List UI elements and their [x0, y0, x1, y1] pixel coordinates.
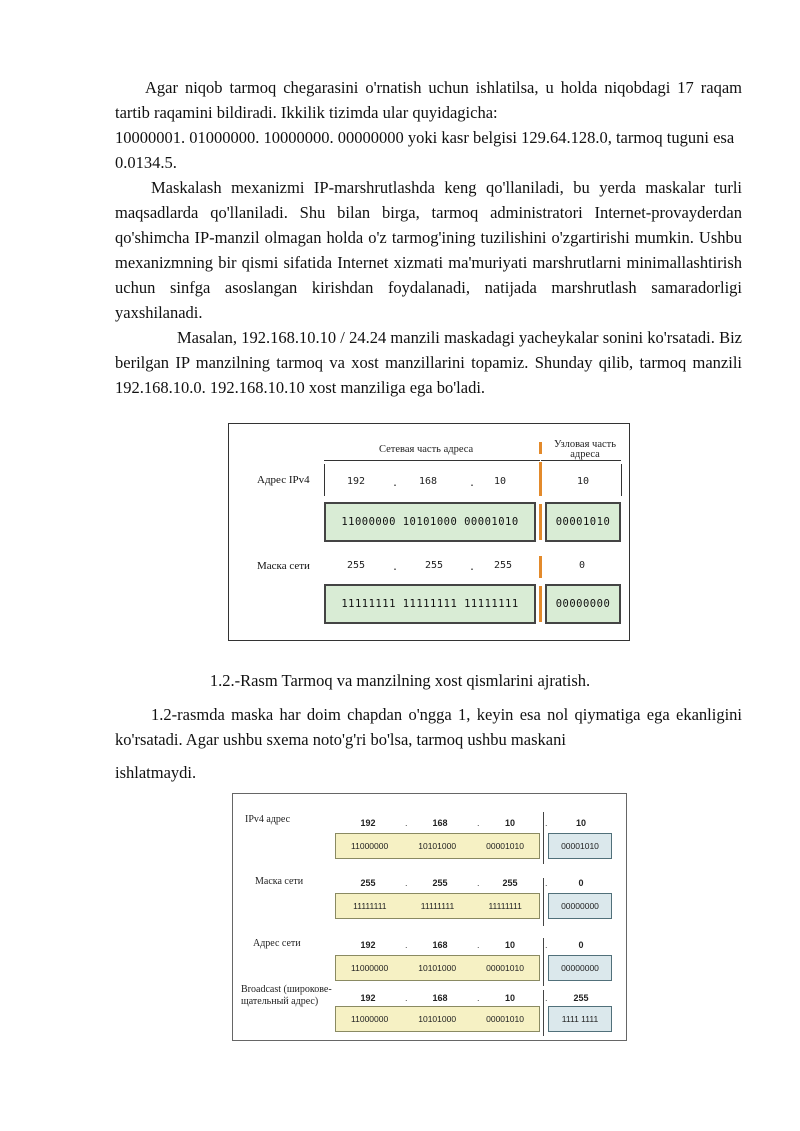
paragraph-5-text: 1.2-rasmda maska har doim chapdan o'ngga 1, keyin esa nol qiymatiga ega ekanligini ko'rsatadi. Agar ushbu sxema noto'g'ri bo'lsa, tarmoq ushbu maskani [115, 705, 742, 749]
row3-dot-1: . [405, 940, 408, 950]
ip-octet-4: 10 [577, 476, 590, 487]
paragraph-3 [115, 175, 742, 325]
paragraph-4-text: Masalan, 192.168.10.10 / 24.24 manzili maskadagi yacheykalar sonini ko'rsatadi. Biz berilgan IP manzilning tarmoq va xost manzillarini topamiz. Shunday qilib, tarmoq manzili 192.168.10.0. 192.168.10.10 xost manziliga ega bo'ladi. [115, 328, 742, 397]
row1-bin-3: 00001010 [486, 841, 524, 851]
row4-octet-4: 255 [573, 993, 589, 1003]
paragraph-3-text: Maskalash mexanizmi IP-marshrutlashda keng qo'llaniladi, bu yerda maskalar turli maqsadlarda qo'llaniladi. Shu bilan birga, tarmoq administratori Internet-provayderdan qo'shimcha IP-manzil olmagan holda o'z tarmog'ining tuzilishini o'zgartirishi mumkin. Ushbu mexanizmning bir qismi sifatida Internet xizmati ma'muriyati marshrutlarni minimallashtirish uchun sinfga asoslangan kirishdan foydalanadi, natijada marshrutlash samaradorligi yaxshilanadi. [115, 178, 742, 322]
ipv4-label: Адрес IPv4 [257, 474, 310, 486]
host-header-line1: Узловая часть [553, 439, 617, 450]
row1-octet-1: 192 [360, 818, 376, 828]
paragraph-6-text: ishlatmaydi. [115, 763, 197, 782]
host-header-line [541, 460, 621, 461]
separator-row-3 [543, 938, 544, 986]
row2-host-binary: 00000000 [548, 893, 612, 919]
row1-dot-2: . [477, 818, 480, 828]
paragraph-2 [115, 125, 742, 175]
row3-bin-3: 00001010 [486, 963, 524, 973]
row-label-broadcast: Broadcast (широкове-щательный адрес) [241, 984, 332, 1007]
mask-octet-2: 255 [425, 560, 444, 571]
row1-octet-4: 10 [575, 818, 586, 828]
paragraph-5 [115, 702, 742, 752]
row1-bin-1: 11000000 [351, 841, 389, 851]
ipv4-bracket-right [621, 464, 622, 496]
mask-octet-1: 255 [347, 560, 366, 571]
paragraph-1-text: Agar niqob tarmoq chegarasini o'rnatish uchun ishlatilsa, u holda niqobdagi 17 raqam tartib raqamini bildiradi. Ikkilik tizimda ular quyidagicha: [115, 78, 742, 122]
row1-octet-3: 10 [504, 818, 515, 828]
row2-octet-1: 255 [360, 878, 376, 888]
row3-octet-4: 0 [578, 940, 584, 950]
ip-dot-1: . [392, 478, 399, 489]
ip-octet-1: 192 [347, 476, 366, 487]
paragraph-6 [115, 760, 742, 785]
divider-mark-1 [539, 442, 542, 454]
host-header-line2: адреса [570, 449, 600, 460]
row4-octet-1: 192 [360, 993, 376, 1003]
paragraph-2-text: 10000001. 01000000. 10000000. 00000000 yoki kasr belgisi 129.64.128.0, tarmoq tuguni esa 0.0134.5. [115, 128, 735, 172]
row4-host-binary: 1111 1111 [548, 1006, 612, 1032]
mask-dot-2: . [469, 562, 476, 573]
row1-octet-2: 168 [432, 818, 448, 828]
network-header: Сетевая часть адреса [379, 444, 474, 455]
divider-mark-2 [539, 462, 542, 496]
row2-dot-1: . [405, 878, 408, 888]
row2-network-binary [335, 893, 540, 919]
row2-octet-2: 255 [432, 878, 448, 888]
row2-bin-1: 11111111 [353, 901, 387, 911]
row4-bin-2: 10101000 [418, 1014, 457, 1024]
row3-network-binary [335, 955, 540, 981]
host-header [547, 440, 623, 460]
row1-dot-3: . [545, 818, 548, 828]
row1-network-binary [335, 833, 540, 859]
network-header-line [324, 460, 540, 461]
divider-mark-4 [539, 556, 542, 578]
row-label-network-address: Адрес сети [253, 938, 301, 949]
row2-dot-3: . [545, 878, 548, 888]
divider-mark-3 [539, 504, 542, 540]
row4-dot-1: . [405, 993, 408, 1003]
row3-bin-2: 10101000 [418, 963, 457, 973]
row3-octet-3: 10 [504, 940, 515, 950]
mask-host-binary-box: 00000000 [545, 584, 621, 624]
row1-host-binary: 00001010 [548, 833, 612, 859]
mask-octet-4: 0 [579, 560, 586, 571]
mask-dot-1: . [392, 562, 399, 573]
divider-mark-5 [539, 586, 542, 622]
row4-dot-3: . [545, 993, 548, 1003]
row3-host-binary: 00000000 [548, 955, 612, 981]
separator-row-2 [543, 878, 544, 926]
row3-dot-2: . [477, 940, 480, 950]
row3-dot-3: . [545, 940, 548, 950]
ipv4-bracket-left [324, 464, 325, 496]
row2-dot-2: . [477, 878, 480, 888]
figure-address-table [232, 793, 627, 1041]
row3-bin-1: 11000000 [351, 963, 389, 973]
row4-octet-3: 10 [504, 993, 515, 1003]
separator-row-1 [543, 812, 544, 864]
mask-octet-3: 255 [494, 560, 513, 571]
paragraph-1 [115, 75, 742, 125]
paragraph-4 [115, 325, 742, 400]
row4-octet-2: 168 [432, 993, 448, 1003]
row4-dot-2: . [477, 993, 480, 1003]
ip-octet-3: 10 [494, 476, 507, 487]
row3-octet-2: 168 [432, 940, 448, 950]
row-label-ipv4: IPv4 адрес [245, 814, 291, 825]
row2-octet-3: 255 [502, 878, 518, 888]
row2-octet-4: 0 [578, 878, 584, 888]
figure-caption: 1.2.-Rasm Tarmoq va manzilning xost qismlarini ajratish. [209, 671, 591, 690]
row-label-mask: Маска сети [255, 876, 304, 887]
mask-label: Маска сети [257, 560, 310, 572]
row3-octet-1: 192 [360, 940, 376, 950]
mask-network-binary-box: 11111111 11111111 11111111 [324, 584, 536, 624]
row4-network-binary [335, 1006, 540, 1032]
row2-bin-3: 11111111 [488, 901, 522, 911]
row1-bin-2: 10101000 [418, 841, 457, 851]
ip-octet-2: 168 [419, 476, 438, 487]
separator-row-4 [543, 990, 544, 1036]
row1-dot-1: . [405, 818, 408, 828]
row4-bin-3: 00001010 [486, 1014, 524, 1024]
ip-host-binary-box: 00001010 [545, 502, 621, 542]
row4-bin-1: 11000000 [351, 1014, 389, 1024]
ip-dot-2: . [469, 478, 476, 489]
figure-network-host-split [228, 423, 630, 641]
ip-network-binary-box: 11000000 10101000 00001010 [324, 502, 536, 542]
row2-bin-2: 11111111 [420, 901, 455, 911]
